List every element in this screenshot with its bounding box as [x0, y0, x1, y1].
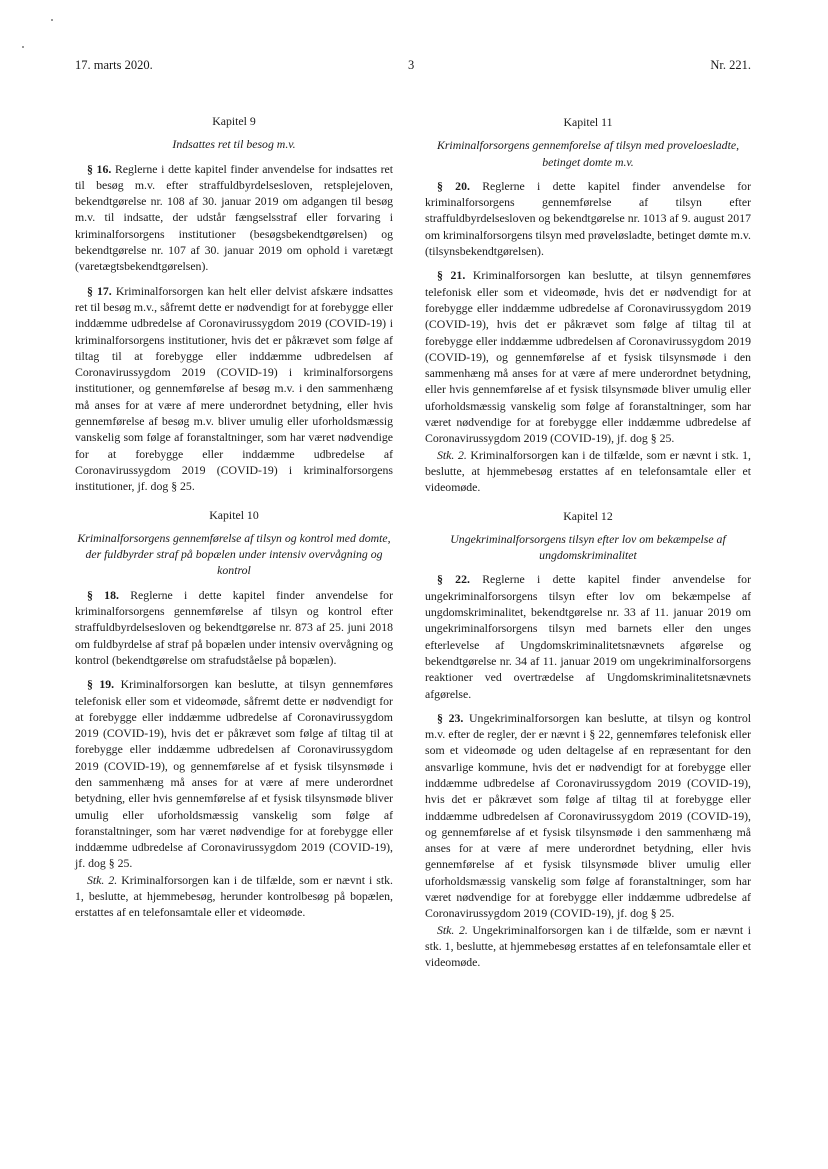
chapter-10-subtitle: Kriminalforsorgens gennemførelse af tilsyn og kontrol med domte, der fuldbyrder straf på bopælen under intensiv overvågning og kontrol [77, 530, 391, 578]
section-20-label: § 20. [437, 178, 470, 193]
chapter-10-title: Kapitel 10 [209, 507, 259, 522]
paragraph-19-stk-2 [75, 872, 393, 921]
chapter-11-subtitle: Kriminalforsorgens gennemforelse af tilsyn med proveloesladte, betinget domte m.v. [436, 138, 740, 169]
section-17-label: § 17. [87, 283, 112, 298]
paragraph-21-stk-2 [425, 447, 751, 496]
paragraph-23-stk-2 [425, 922, 751, 971]
paragraph-16 [75, 161, 393, 275]
paragraph-20-text: Reglerne i dette kapitel finder anvendelse for kriminalforsorgens gennemførelse af tilsyn efter straffuldbyrdelsesloven og bekendtgørelse nr. 1013 af 9. august 2017 om kriminalforsorgens tilsyn med prøveløsladte, betinget dømte m.v. (tilsynsbekendtgørelsen). [425, 178, 752, 259]
section-18-label: § 18. [87, 587, 119, 602]
section-23-label: § 23. [437, 710, 464, 725]
paragraph-17-text: Kriminalforsorgen kan helt eller delvist afskære indsattes ret til besøg m.v., såfremt dette er nødvendigt for at forebygge eller inddæmme udbredelse af Coronavirussygdom 2019 (COVID-19) i kriminalforsorgens institutioner, hvis det er påkrævet som følge af tiltag til at forebygge eller inddæmme udbredelsen af Coronavirussygdom 2019 (COVID-19) i kriminalforsorgens institutioner, og gennemførelse af besøg m.v. i den sammenhæng må anses for at være af mere underordnet betydning, eller hvis gennemførelse af besøg m.v. bliver umulig eller uforholdsmæssig vanskelig som følge af foranstaltninger, som har været nødvendige for at forebygge eller inddæmme udbredelse af Coronavirussygdom 2019 (COVID-19) i kriminalforsorgens institutioner, jf. dog § 25. [75, 283, 393, 494]
paragraph-19-text: Kriminalforsorgen kan beslutte, at tilsyn gennemføres telefonisk eller som et videomøde, såfremt dette er nødvendigt for at forebygge eller inddæmme udbredelse af Coronavirussygdom 2019 (COVID-19), hvis det er påkrævet som følge af tiltag til at forebygge eller inddæmme udbredelsen af Coronavirussygdom 2019 (COVID-19), og gennemførelse af et fysisk tilsynsmøde i den sammenhæng må anses for at være af mere underordnet betydning, eller hvis gennemførelse af et fysisk tilsynsmøde bliver umulig eller uforholdsmæssig vanskelig som følge af foranstaltninger, som har været nødvendige for at forebygge eller inddæmme udbredelse af Coronavirussygdom 2019 (COVID-19), jf. dog § 25. [75, 677, 393, 871]
section-21-label: § 21. [437, 268, 466, 283]
chapter-9-subtitle: Indsattes ret til besog m.v. [172, 137, 296, 152]
stk-2-label: Stk. 2. [87, 872, 118, 887]
paragraph-21-text: Kriminalforsorgen kan beslutte, at tilsyn gennemføres telefonisk eller som et videomøde, hvis det er nødvendigt for at forebygge eller inddæmme udbredelse af Coronavirussygdom 2019 (COVID-19), hvis det er påkrævet som følge af tiltag til at forebygge eller inddæmme udbredelsen af Coronavirussygdom 2019 (COVID-19), og gennemførelse af et fysisk tilsynsmøde i den sammenhæng må anses for at være af mere underordnet betydning, eller hvis gennemførelse af et fysisk tilsynsmøde bliver umulig eller uforholdsmæssig vanskelig som følge af foranstaltninger, som har været nødvendige for at forebygge eller inddæmme udbredelse af Coronavirussygdom 2019 (COVID-19), jf. dog § 25. [425, 268, 751, 446]
header-date: 17. marts 2020. [75, 58, 153, 72]
right-column [425, 114, 751, 979]
section-19-label: § 19. [87, 677, 115, 692]
section-22-label: § 22. [437, 572, 470, 587]
paragraph-19 [75, 676, 393, 872]
paragraph-19-stk-2-text: Kriminalforsorgen kan i de tilfælde, som er nævnt i stk. 1, beslutte, at hjemmebesøg, herunder kontrolbesøg på bopælen, erstattes af en telefonsamtale eller et videomøde. [75, 872, 393, 920]
paragraph-17 [75, 283, 393, 495]
paragraph-23 [425, 710, 751, 922]
scan-speck [22, 46, 24, 48]
paragraph-18 [75, 587, 393, 668]
stk-2-label: Stk. 2. [437, 447, 467, 462]
paragraph-23-stk-2-text: Ungekriminalforsorgen kan i de tilfælde, som er nævnt i stk. 1, beslutte, at hjemmebesøg erstattes af en telefonsamtale eller et videomøde. [425, 922, 751, 970]
chapter-9-title: Kapitel 9 [212, 114, 256, 128]
paragraph-21 [425, 267, 751, 446]
header-page-number: 3 [408, 58, 415, 72]
left-column [75, 113, 393, 929]
chapter-12-title: Kapitel 12 [563, 508, 613, 523]
header-number: Nr. 221. [710, 58, 751, 72]
paragraph-22 [425, 571, 751, 701]
chapter-11-title: Kapitel 11 [563, 115, 613, 129]
paragraph-23-text: Ungekriminalforsorgen kan beslutte, at tilsyn og kontrol m.v. efter de regler, der er nævnt i § 22, gennemføres telefonisk eller som et videomøde og uden deltagelse af en repræsentant for den ansvarlige kommune, hvis det er nødvendigt for at forebygge eller inddæmme udbredelse af Coronavirussygdom 2019 (COVID-19), hvis det er påkrævet som følge af tiltag til at forebygge eller inddæmme udbredelsen af Coronavirussygdom 2019 (COVID-19), og gennemførelse af et fysisk tilsynsmøde i den sammenhæng må anses for at være af mere underordnet betydning, eller hvis gennemførelse af et fysisk tilsynsmøde bliver umulig eller uforholdsmæssig vanskelig som følge af foranstaltninger, som har været nødvendige for at forebygge eller inddæmme udbredelse af Coronavirussygdom 2019 (COVID-19), jf. dog § 25. [425, 710, 751, 921]
chapter-12-subtitle: Ungekriminalforsorgens tilsyn efter lov om bekæmpelse af ungdomskriminalitet [450, 531, 726, 563]
stk-2-label: Stk. 2. [437, 922, 468, 937]
paragraph-20 [425, 178, 751, 259]
paragraph-22-text: Reglerne i dette kapitel finder anvendelse for ungekriminalforsorgens tilsyn efter lov om bekæmpelse af ungdomskriminalitet, bekendtgørelse nr. 33 af 11. januar 2019 om ungekriminalforsorgens tilsyn med barnets eller den unges efterlevelse af Ungdomskriminalitetsnævnets afgørelse og bekendtgørelse nr. 34 af 11. januar 2019 om ungekriminalforsorgens reaktioner ved overtrædelse af Ungdomskriminalitetsnævnets afgørelse. [425, 572, 752, 701]
paragraph-18-text: Reglerne i dette kapitel finder anvendelse for kriminalforsorgens gennemførelse af tilsyn og kontrol efter straffuldbyrdelsesloven og bekendtgørelse nr. 873 af 25. juni 2018 om fuldbyrdelse af straf på bopælen under intensiv overvågning og kontrol (bekendtgørelse om strafudståelse på bopælen). [75, 587, 394, 667]
paragraph-21-stk-2-text: Kriminalforsorgen kan i de tilfælde, som er nævnt i stk. 1, beslutte, at hjemmebesøg erstattes af en telefonsamtale eller et videomøde. [425, 447, 751, 495]
section-16-label: § 16. [87, 161, 112, 176]
paragraph-16-text: Reglerne i dette kapitel finder anvendelse for indsattes ret til besøg m.v. efter straffuldbyrdelsesloven, retsplejeloven, bekendtgørelse nr. 108 af 30. januar 2019 om adgangen til besøg m.v. til indsatte, der udstår fængselsstraf eller forvaring i kriminalforsorgens institutioner (besøgsbekendtgørelsen) og bekendtgørelse nr. 107 af 30. januar 2019 om ophold i varetægt (varetægtsbekendtgørelsen). [75, 161, 394, 274]
scan-speck [51, 19, 53, 21]
